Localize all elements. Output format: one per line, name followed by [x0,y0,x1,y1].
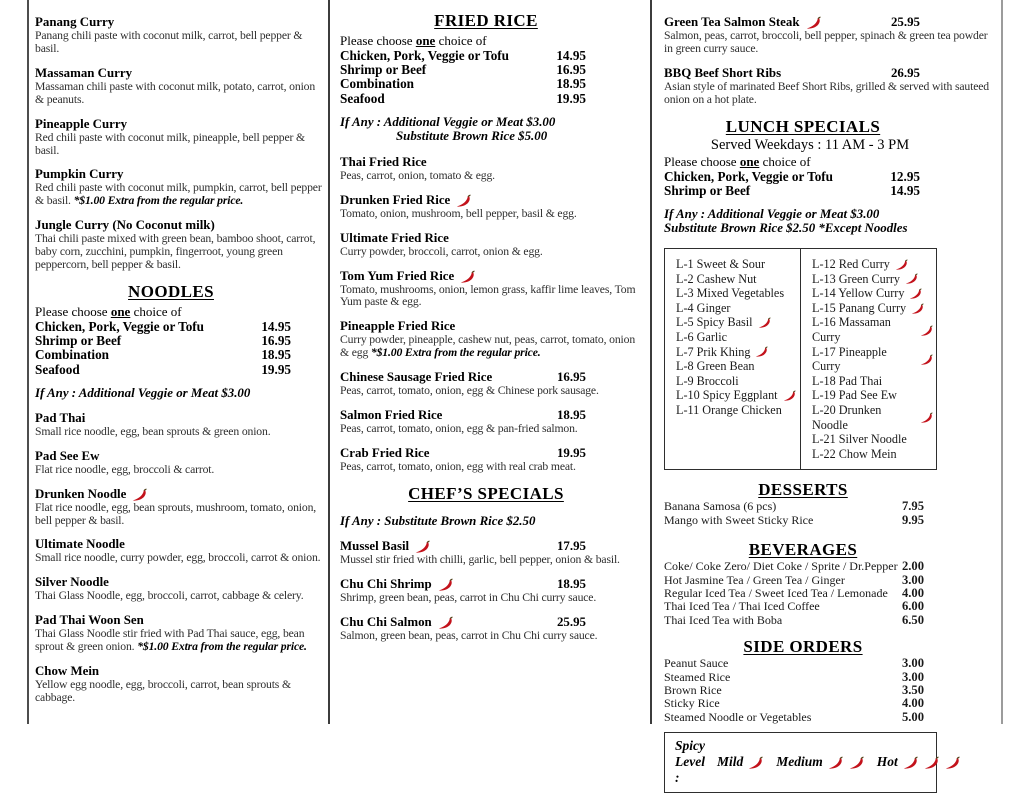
menu-item [35,167,323,208]
item-description: Peas, carrot, onion, tomato & egg. [340,168,495,182]
column-divider-1 [328,0,330,724]
chili-pepper-icon [455,194,472,207]
price: 14.95 [556,48,586,63]
chili-pepper-icon [414,540,431,553]
page-left-edge-line [27,0,29,724]
menu-item [340,446,638,474]
menu-item [340,577,638,605]
item-name: Pineapple Curry [35,116,128,131]
chili-pepper-icon [923,756,940,769]
item-description: Salmon, peas, carrot, broccoli, bell pepper, spinach & green tea powder in green curry sauce. [664,29,988,55]
chili-pepper-icon [902,756,919,769]
list-row: Steamed Noodle or Vegetables 5.00 [664,709,924,724]
menu-item [35,575,323,603]
item-name: BBQ Beef Short Ribs [664,65,782,80]
chili-pepper-icon [782,390,797,401]
section-heading-desserts: DESSERTS [758,480,848,500]
lunch-item: L-8 Green Bean [676,359,755,374]
option-row: Combination 18.95 [340,76,586,92]
list-row: Regular Iced Tea / Sweet Iced Tea / Lemonade 4.00 [664,585,924,600]
item-description: Red chili paste with coconut milk, pumpkin, carrot, bell pepper & basil. *$1.00 Extra from the regular price. [35,181,322,208]
addon-note: If Any : Additional Veggie or Meat $3.00 [664,207,880,222]
item-description: Mussel stir fried with chilli, garlic, bell pepper, onion & basil. [340,552,620,566]
item-description: Salmon, green bean, peas, carrot in Chu Chi curry sauce. [340,628,598,642]
list-row: Thai Iced Tea / Thai Iced Coffee 6.00 [664,599,924,614]
item-name: Chow Mein [35,664,100,679]
item-description: Shrimp, green bean, peas, carrot in Chu Chi curry sauce. [340,590,597,604]
choose-line: Please choose one choice of [35,303,182,319]
chili-pepper-icon [894,259,909,270]
menu-item [35,411,323,439]
column-right [664,0,998,793]
column-divider-2 [650,0,652,724]
price: 18.95 [556,76,586,92]
menu-item [340,193,638,221]
lunch-item: L-18 Pad Thai [812,373,883,388]
addon-note: Substitute Brown Rice $2.50 *Except Noodles [664,221,908,236]
price: 3.50 [901,683,924,697]
menu-item [35,15,323,56]
page-right-edge-line [1001,0,1003,724]
option-row: Chicken, Pork, Veggie or Tofu 14.95 [340,48,586,63]
menu-item [35,537,323,565]
spicy-legend-prefix: Spicy Level : [675,738,705,786]
item-name: Tom Yum Fried Rice [340,268,455,283]
lunch-item: L-21 Silver Noodle [812,432,907,447]
list-row: Sticky Rice 4.00 [664,696,924,711]
price: 2.00 [901,559,924,574]
item-description: Peas, carrot, tomato, onion, egg & pan-fried salmon. [340,422,578,436]
chili-pepper-icon [805,16,822,29]
chili-pepper-icon [131,488,148,501]
lunch-item: L-13 Green Curry [812,272,934,287]
item-description: Flat rice noodle, egg, broccoli & carrot. [35,462,215,476]
item-name: Drunken Fried Rice [340,192,451,207]
chili-pepper-icon [459,270,476,283]
item-description: Curry powder, pineapple, cashew nut, peas, carrot, tomato, onion & egg *$1.00 Extra from the regular price. [340,333,636,360]
list-row: Coke/ Coke Zero/ Diet Coke / Sprite / Dr.Pepper 2.00 [664,559,924,574]
price: 18.95 [556,408,586,423]
section-heading-fried-rice: FRIED RICE [434,11,538,30]
lunch-item: L-20 Drunken Noodle [812,403,934,432]
lunch-item: L-3 Mixed Vegetables [676,286,785,301]
price: 5.00 [901,709,924,724]
chili-pepper-icon [908,288,923,299]
menu-item [35,664,323,705]
item-description: Peas, carrot, tomato, onion, egg with real crab meat. [340,459,576,473]
item-name: Pineapple Fried Rice [340,319,456,334]
menu-item [35,449,323,477]
price: 6.50 [901,612,924,627]
spicy-level-legend [664,732,937,793]
menu-item [340,319,638,360]
chili-pepper-icon [919,354,934,365]
price: 14.95 [261,318,291,334]
item-name: Jungle Curry (No Coconut milk) [35,218,215,233]
item-description: Flat rice noodle, egg, bean sprouts, mushroom, tomato, onion, bell pepper & basil. [35,500,317,527]
item-description: Thai Glass Noodle stir fried with Pad Thai sauce, egg, bean sprout & green onion. *$1.00 Extra from the regular price. [35,627,307,654]
list-row: Hot Jasmine Tea / Green Tea / Ginger 3.00 [664,572,924,587]
item-name: Crab Fried Rice [340,445,430,460]
item-description: Small rice noodle, egg, bean sprouts & green onion. [35,424,271,438]
column-left [35,0,323,715]
price: 7.95 [901,499,924,514]
chili-pepper-icon [754,346,769,357]
menu-item [35,613,323,654]
list-row: Mango with Sweet Sticky Rice 9.95 [664,512,924,527]
item-name: Massaman Curry [35,65,133,80]
price: 19.95 [556,90,586,106]
lunch-item: L-19 Pad See Ew [812,388,897,403]
item-description: Red chili paste with coconut milk, pineapple, bell pepper & basil. [35,130,305,157]
lunch-item: L-7 Prik Khing [676,345,798,360]
chili-pepper-icon [944,756,961,769]
price: 16.95 [556,370,586,385]
item-name: Chu Chi Shrimp [340,576,432,591]
lunch-item: L-9 Broccoli [676,373,739,388]
item-name: Panang Curry [35,15,115,29]
item-name: Pumpkin Curry [35,167,124,182]
price: 18.95 [261,347,291,363]
item-name: Salmon Fried Rice [340,408,443,423]
lunch-item: L-14 Yellow Curry [812,286,934,301]
menu-item [340,615,638,643]
price: 18.95 [556,576,586,591]
chili-pepper-icon [919,325,934,336]
menu-item [340,539,638,567]
item-description: Small rice noodle, curry powder, egg, broccoli, carrot & onion. [35,551,321,565]
lunch-item: L-22 Chow Mein [812,446,897,461]
lunch-item: L-4 Ginger [676,300,731,315]
chili-pepper-icon [757,317,772,328]
lunch-item: L-15 Panang Curry [812,301,934,316]
lunch-item: L-1 Sweet & Sour [676,257,766,272]
list-row: Banana Samosa (6 pcs) 7.95 [664,499,924,514]
section-heading-side-orders: SIDE ORDERS [743,637,863,657]
chili-pepper-icon [437,578,454,591]
option-row: Seafood 19.95 [340,90,586,106]
option-row: Shrimp or Beef 16.95 [35,333,291,349]
item-name: Green Tea Salmon Steak [664,15,800,29]
price: 6.00 [901,599,924,614]
price: 3.00 [901,669,924,684]
option-row: Seafood 19.95 [35,361,291,377]
spicy-mild-label: Mild [717,754,744,770]
price: 4.00 [901,585,924,600]
item-description: Panang chili paste with coconut milk, carrot, bell pepper & basil. [35,29,303,55]
choose-line: Please choose one choice of [664,153,811,169]
addon-note: If Any : Additional Veggie or Meat $3.00 [35,385,251,400]
chili-pepper-icon [904,273,919,284]
addon-note: If Any : Additional Veggie or Meat $3.00 [340,114,556,129]
addon-note: If Any : Substitute Brown Rice $2.50 [340,513,536,528]
lunch-table-column-2 [800,249,936,469]
price: 16.95 [261,333,291,349]
choose-line: Please choose one choice of [340,33,487,48]
price: 9.95 [901,512,924,527]
lunch-item: L-5 Spicy Basil [676,315,798,330]
menu-item [35,117,323,158]
price: 25.95 [890,15,920,29]
option-row: Chicken, Pork, Veggie or Tofu 14.95 [35,318,291,334]
list-row: Thai Iced Tea with Boba 6.50 [664,612,924,627]
item-name: Ultimate Fried Rice [340,230,449,245]
price: 17.95 [556,538,586,553]
item-name: Ultimate Noodle [35,537,125,552]
item-name: Silver Noodle [35,575,109,590]
item-description: Curry powder, broccoli, carrot, onion & egg. [340,244,543,258]
menu-item [340,155,638,183]
price: 26.95 [890,65,920,80]
option-row: Shrimp or Beef 16.95 [340,62,586,78]
menu-item [35,218,323,272]
menu-item [340,231,638,259]
price-note: *$1.00 Extra from the regular price. [73,194,244,208]
item-description: Tomato, mushrooms, onion, lemon grass, kaffir lime leaves, Tom Yum paste & egg. [340,282,636,309]
list-row: Peanut Sauce 3.00 [664,656,924,671]
price: 25.95 [556,614,586,629]
menu-item [340,370,638,398]
item-description: Thai Glass Noodle, egg, broccoli, carrot, cabbage & celery. [35,589,304,603]
price: 16.95 [556,62,586,78]
menu-item [35,66,323,107]
price: 19.95 [556,445,586,460]
menu-item [35,487,323,528]
item-name: Drunken Noodle [35,486,127,501]
menu-item [340,408,638,436]
item-name: Thai Fried Rice [340,154,427,169]
spicy-medium-label: Medium [776,754,823,770]
price-note: *$1.00 Extra from the regular price. [137,640,307,654]
section-heading-chefs-specials: CHEF’S SPECIALS [408,483,564,503]
item-description: Asian style of marinated Beef Short Ribs, grilled & served with sauteed onion on a hot plate. [664,79,989,106]
item-name: Pad Thai [35,410,86,425]
item-name: Pad See Ew [35,448,100,463]
list-row: Brown Rice 3.50 [664,683,924,697]
item-description: Yellow egg noodle, egg, broccoli, carrot, bean sprouts & cabbage. [35,678,291,704]
lunch-item: L-16 Massaman Curry [812,315,934,344]
item-description: Tomato, onion, mushroom, bell pepper, basil & egg. [340,206,577,220]
lunch-table-column-1 [665,249,800,469]
lunch-item: L-17 Pineapple Curry [812,345,934,374]
column-middle [340,0,638,653]
lunch-item: L-11 Orange Chicken [676,402,782,417]
chili-pepper-icon [437,616,454,629]
chili-pepper-icon [919,412,934,423]
list-row: Steamed Rice 3.00 [664,669,924,684]
item-description: Massaman chili paste with coconut milk, potato, carrot, onion & peanuts. [35,79,316,106]
option-row: Combination 18.95 [35,347,291,363]
menu-item [664,15,998,56]
lunch-item: L-12 Red Curry [812,257,934,272]
item-name: Chinese Sausage Fried Rice [340,370,493,385]
lunch-hours: Served Weekdays : 11 AM - 3 PM [710,136,910,153]
lunch-specials-table [664,248,937,470]
menu-item [340,269,638,310]
spicy-hot-label: Hot [876,754,898,770]
price-note: *$1.00 Extra from the regular price. [370,346,541,360]
option-row: Shrimp or Beef 14.95 [664,182,920,198]
price: 3.00 [901,656,924,671]
price: 3.00 [901,572,924,587]
menu-item [664,66,998,107]
chili-pepper-icon [848,756,865,769]
section-heading-noodles: NOODLES [128,281,214,301]
chili-pepper-icon [910,303,925,314]
lunch-item: L-10 Spicy Eggplant [676,388,798,403]
item-name: Pad Thai Woon Sen [35,613,144,628]
price: 12.95 [890,168,920,184]
section-heading-beverages: BEVERAGES [748,540,858,560]
item-description: Thai chili paste mixed with green bean, bamboo shoot, carrot, baby corn, zucchini, pumpkin, fingerroot, young green peppercorn, bell pepper & basil. [35,232,316,272]
price: 4.00 [901,696,924,711]
price: 19.95 [261,361,291,377]
section-heading-lunch-specials: LUNCH SPECIALS [725,116,881,136]
chili-pepper-icon [747,756,764,769]
lunch-item: L-6 Garlic [676,330,728,344]
chili-pepper-icon [827,756,844,769]
item-name: Mussel Basil [340,538,410,553]
option-row: Chicken, Pork, Veggie or Tofu 12.95 [664,168,920,184]
item-description: Peas, carrot, tomato, onion, egg & Chinese pork sausage. [340,384,599,398]
item-name: Chu Chi Salmon [340,614,432,629]
addon-note: Substitute Brown Rice $5.00 [396,128,548,143]
price: 14.95 [890,182,920,198]
lunch-item: L-2 Cashew Nut [676,271,757,286]
